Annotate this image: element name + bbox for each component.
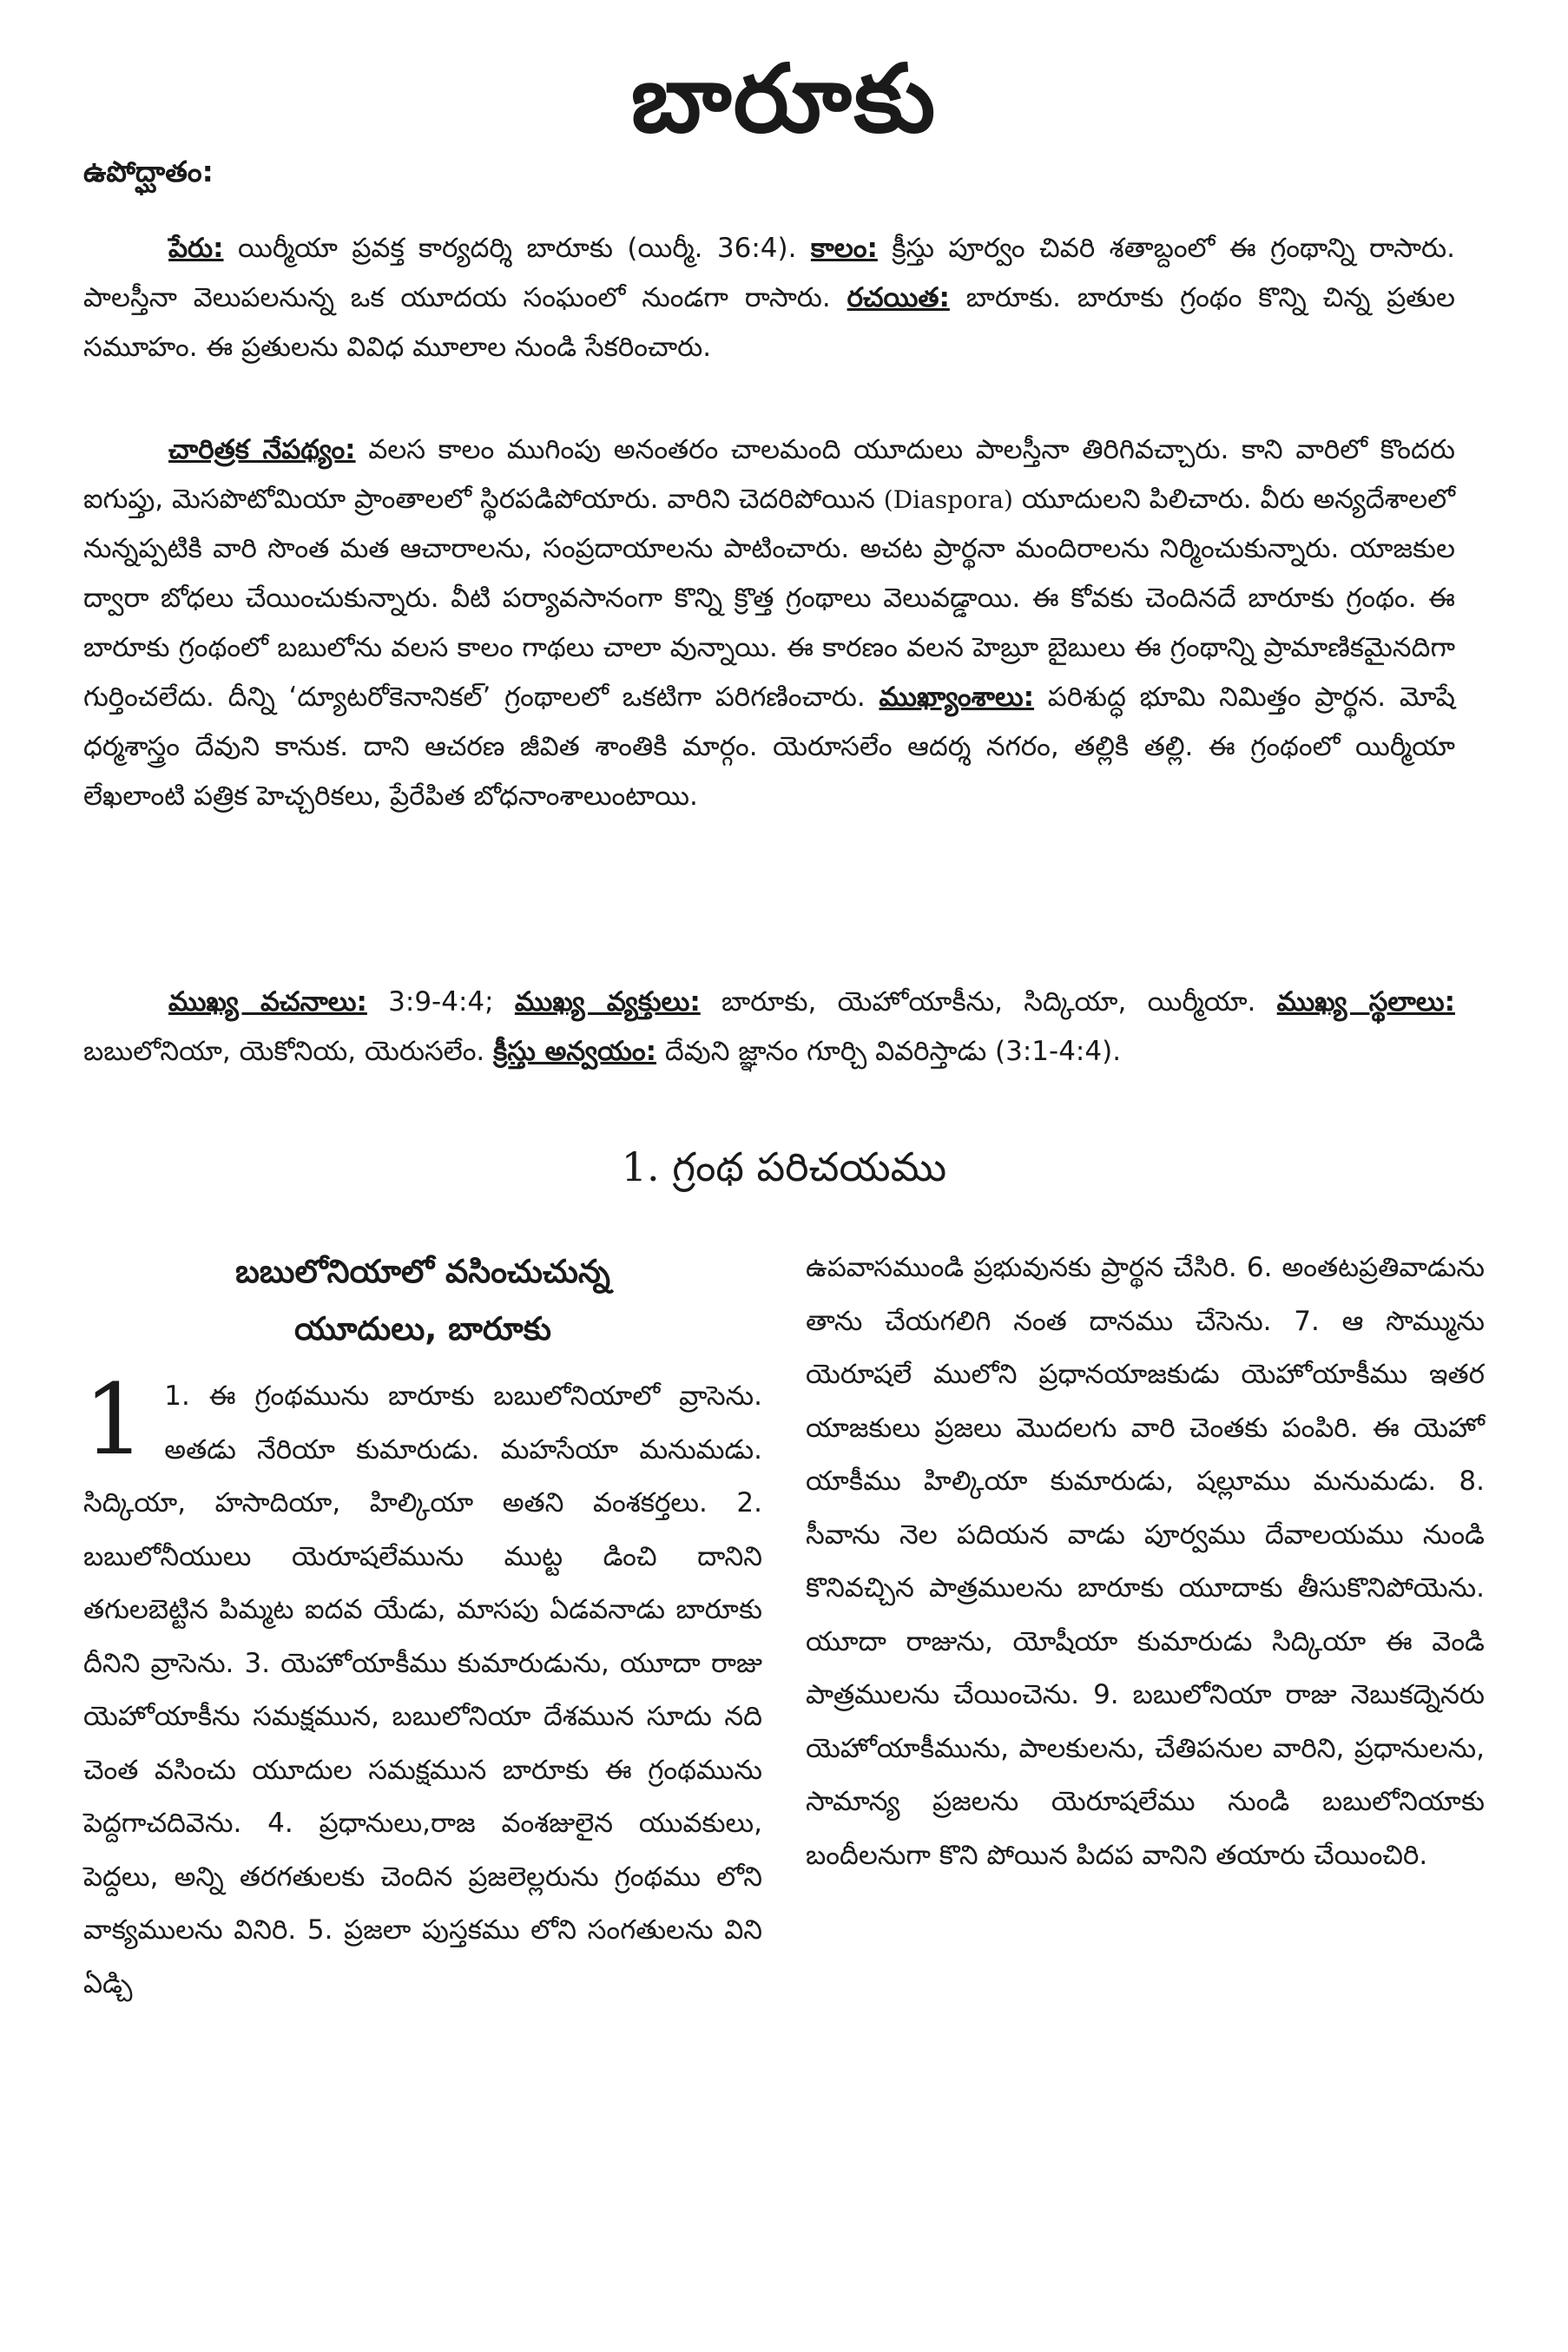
- section-heading-line2: యూదులు, బారూకు: [294, 1310, 551, 1347]
- label-author: రచయిత:: [847, 282, 950, 313]
- section-heading: [83, 1243, 762, 1358]
- label-name: పేరు:: [168, 233, 224, 264]
- label-christ-application: క్రీస్తు అన్వయం:: [493, 1036, 657, 1067]
- key-people-text: బారూకు, యెహోయాకీను, సిద్కియా, యిర్మీయా.: [700, 986, 1277, 1018]
- intro-paragraph-background: [83, 425, 1455, 821]
- key-places-text: బబులోనియా, యెకోనియ, యెరుసలేం.: [83, 1036, 494, 1067]
- label-background: చారిత్రక నేపథ్యం:: [168, 434, 356, 465]
- section-heading-line1: బబులోనియాలో వసించుచున్న: [235, 1253, 610, 1290]
- background-text-a: వలస కాలం ముగింపు అనంతరం చాలమంది యూదులు పాలస్తీనా తిరిగివచ్చారు. కాని వారిలో కొందరు ఐగుప్తు, మెసపొటోమియా ప్రాంతాలలో స్థిరపడిపోయారు. వారిని చెదరిపోయిన: [83, 434, 1455, 515]
- background-text-b: యూదులని పిలిచారు. వీరు అన్యదేశాలలో నున్నప్పటికి వారి సొంత మత ఆచారాలను, సంప్రదాయాలను పాటించారు. అచట ప్రార్థనా మందిరాలను నిర్మించుకున్నారు. యాజకుల ద్వారా బోధలు చేయించుకున్నారు. వీటి పర్యావసానంగా కొన్ని క్రొత్త గ్రంథాలు వెలువడ్డాయి. ఈ కోవకు చెందినదే బారూకు గ్రంథం. ఈ బారూకు గ్రంథంలో బబులోను వలస కాలం గాథలు చాలా వున్నాయి. ఈ కారణం వలన హెబ్రూ బైబులు ఈ గ్రంథాన్ని ప్రామాణికమైనదిగా గుర్తించలేదు. దీన్ని ‘ద్యూటరోకెనానికల్’ గ్రంథాలలో ఒకటిగా పరిగణించారు.: [83, 484, 1455, 713]
- verses-right: ఉపవాసముండి ప్రభువునకు ప్రార్థన చేసిరి. 6. అంతటప్రతివాడును తాను చేయగలిగి నంత దానము చేసెను. 7. ఆ సొమ్మును యెరూషలే ములోని ప్రధానయాజకుడు యెహోయాకీము ఇతర యాజకులు ప్రజలు మొదలగు వారి చెంతకు పంపిరి. ఈ యెహో యాకీము హిల్కియా కుమారుడు, షల్లూము మనుమడు. 8. సీవాను నెల పదియన వాడు పూర్వము దేవాలయము నుండి కొనివచ్చిన పాత్రములను బారూకు యూదాకు తీసుకొనిపోయెను. యూదా రాజును, యోషీయా కుమారుడు సిద్కియా ఈ వెండి పాత్రములను చేయించెను. 9. బబులోనియా రాజు నెబుకద్నెనరు యెహోయాకీమును, పాలకులను, చేతిపనుల వారిని, ప్రధానులను, సామాన్య ప్రజలను యెరూషలేము నుండి బబులోనియాకు బందీలనుగా కొని పోయిన పిదప వానిని తయారు చేయించిరి.: [806, 1252, 1485, 1871]
- book-title: బారూకు: [630, 45, 938, 154]
- left-column-text: [83, 1364, 762, 2011]
- label-key-people: ముఖ్య వ్యక్తులు:: [514, 986, 701, 1018]
- christ-application-text: దేవుని జ్ఞానం గూర్చి వివరిస్తాడు (3:1-4:4).: [656, 1036, 1122, 1067]
- diaspora-term: (Diaspora): [883, 485, 1013, 514]
- time-text: క్రీస్తు పూర్వం చివరి శతాబ్దంలో ఈ గ్రంథాన్ని రాసారు. పాలస్తీనా వెలుపలనున్న ఒక యూదయ సంఘంలో నుండగా రాసారు.: [83, 233, 1455, 313]
- name-text: యిర్మీయా ప్రవక్త కార్యదర్శి బారూకు (యిర్మీ. 36:4).: [223, 233, 811, 264]
- label-themes: ముఖ్యాంశాలు:: [879, 682, 1035, 713]
- intro-heading: ఉపోద్ఘాతం:: [83, 155, 214, 188]
- chapter-drop-numeral: 1: [83, 1364, 146, 1477]
- right-column: [806, 1242, 1485, 1882]
- chapter-title: గ్రంథ పరిచయము: [659, 1143, 947, 1190]
- themes-text: పరిశుద్ధ భూమి నిమిత్తం ప్రార్థన. మోషే ధర్మశాస్త్రం దేవుని కానుక. దాని ఆచరణ జీవిత శాంతికి మార్గం. యెరూసలేం ఆదర్శ నగరం, తల్లికి తల్లి. ఈ గ్రంథంలో యిర్మీయా లేఖలాంటి పత్రిక హెచ్చరికలు, ప్రేరేపిత బోధనాంశాలుంటాయి.: [83, 682, 1455, 812]
- label-key-places: ముఖ్య స్థలాలు:: [1276, 986, 1455, 1018]
- author-text: బారూకు. బారూకు గ్రంథం కొన్ని చిన్న ప్రతుల సమూహం. ఈ ప్రతులను వివిధ మూలాల నుండి సేకరించారు.: [83, 282, 1455, 363]
- verses-left: 1. ఈ గ్రంథమును బారూకు బబులోనియాలో వ్రాసెను. అతడు నేరియా కుమారుడు. మహసేయా మనుమడు. సిద్కియా, హసాదియా, హిల్కియా అతని వంశకర్తలు. 2. బబులోనీయులు యెరూషలేమును ముట్ట డించి దానిని తగులబెట్టిన పిమ్మట ఐదవ యేడు, మాసపు ఏడవనాడు బారూకు దీనిని వ్రాసెను. 3. యెహోయాకీము కుమారుడును, యూదా రాజు యెహోయాకీను సమక్షమున, బబులోనియా దేశమున సూదు నది చెంత వసించు యూదుల సమక్షమున బారూకు ఈ గ్రంథమును పెద్దగాచదివెను. 4. ప్రధానులు,రాజ వంశజులైన యువకులు, పెద్దలు, అన్ని తరగతులకు చెందిన ప్రజలెల్లరును గ్రంథము లోని వాక్యములను వినిరి. 5. ప్రజలా పుస్తకము లోని సంగతులను విని ఏడ్చి: [83, 1380, 762, 2000]
- label-time: కాలం:: [810, 233, 878, 264]
- intro-paragraph-name-time-author: [83, 224, 1455, 372]
- left-column: [83, 1236, 762, 2011]
- intro-paragraph-key-facts: [83, 978, 1455, 1077]
- key-verses-text: 3:9-4:4;: [366, 986, 515, 1018]
- chapter-number: 1.: [621, 1143, 660, 1190]
- label-key-verses: ముఖ్య వచనాలు:: [168, 986, 367, 1018]
- chapter-heading: [0, 1132, 1568, 1202]
